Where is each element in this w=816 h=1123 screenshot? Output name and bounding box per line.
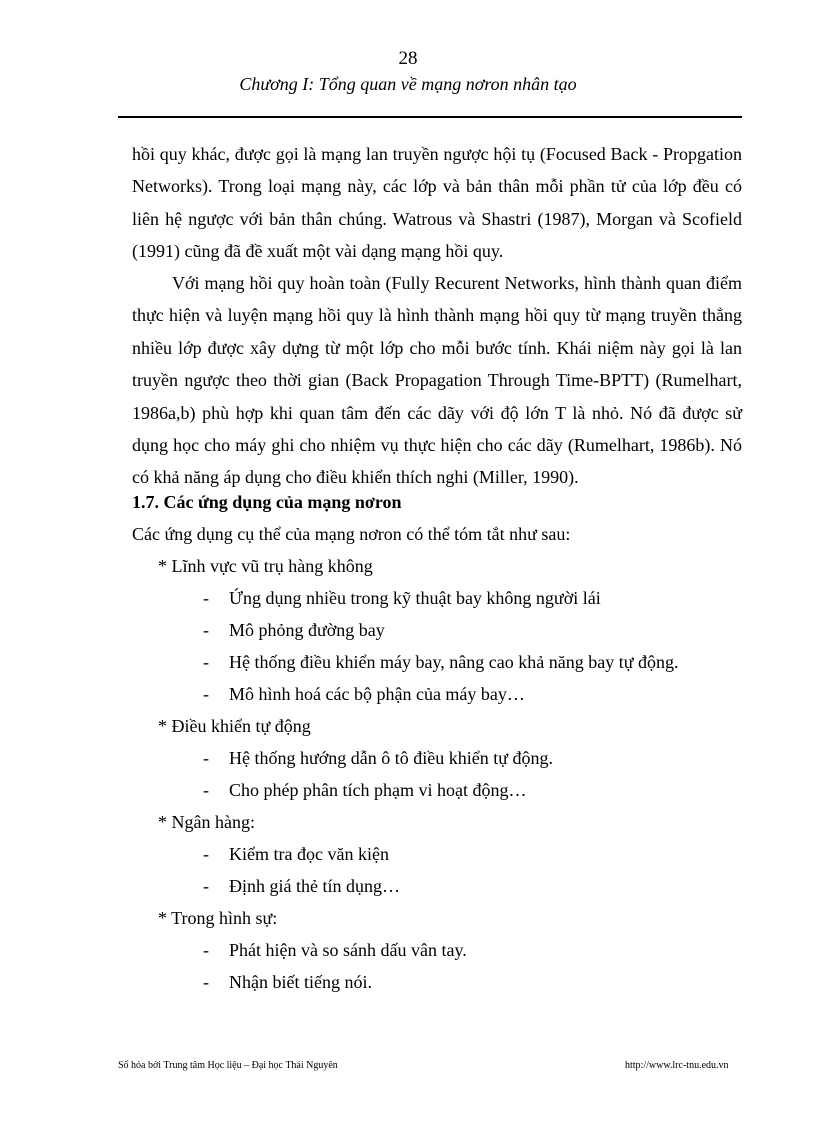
list-dash: - (203, 684, 209, 704)
list-item: Nhận biết tiếng nói. (229, 972, 372, 992)
list-item: Phát hiện và so sánh dấu vân tay. (229, 940, 467, 960)
list-item: Hệ thống hướng dẫn ô tô điều khiển tự động. (229, 748, 553, 768)
list-item: Mô phỏng đường bay (229, 620, 385, 640)
list-dash: - (203, 652, 209, 672)
section-heading: 1.7. Các ứng dụng của mạng nơron (132, 492, 402, 512)
list-dash: - (203, 940, 209, 960)
list-dash: - (203, 876, 209, 896)
list-dash: - (203, 972, 209, 992)
list-item: Hệ thống điều khiển máy bay, nâng cao khả năng bay tự động. (229, 652, 679, 672)
running-header: Chương I: Tổng quan về mạng nơron nhân tạo (239, 74, 577, 94)
list-item: Kiểm tra đọc văn kiện (229, 844, 389, 864)
footer-url: http://www.lrc-tnu.edu.vn (625, 1060, 729, 1071)
list-dash: - (203, 588, 209, 608)
category-automatic-control: * Điều khiển tự động (158, 716, 311, 736)
footer-source: Số hóa bởi Trung tâm Học liệu – Đại học Thái Nguyên (118, 1060, 338, 1071)
paragraph-continued: hồi quy khác, được gọi là mạng lan truyền ngược hội tụ (Focused Back - Propgation Networks). Trong loại mạng này, các lớp và bản thân mỗi phần tử của lớp đều có liên hệ ngược với bản thân chúng. Watrous và Shastri (1987), Morgan và Scofield (1991) cũng đã đề xuất một vài dạng mạng hồi quy. (132, 144, 742, 262)
category-banking: * Ngân hàng: (158, 812, 255, 832)
list-item: Định giá thẻ tín dụng… (229, 876, 400, 896)
paragraph-recurrent-networks: Với mạng hồi quy hoàn toàn (Fully Recurent Networks, hình thành quan điểm thực hiện và luyện mạng hồi quy là hình thành mạng hồi quy từ mạng truyền thẳng nhiều lớp được xây dựng từ một lớp cho mỗi bước tính. Khái niệm này gọi là lan truyền ngược theo thời gian (Back Propagation Through Time-BPTT) (Rumelhart, 1986a,b) phù hợp khi quan tâm đến các dãy với độ lớn T là nhỏ. Nó đã được sử dụng học cho máy ghi cho nhiệm vụ thực hiện cho các dãy (Rumelhart, 1986b). Nó có khả năng áp dụng cho điều khiển thích nghi (Miller, 1990). (132, 273, 742, 488)
list-dash: - (203, 844, 209, 864)
list-dash: - (203, 748, 209, 768)
list-item: Mô hình hoá các bộ phận của máy bay… (229, 684, 525, 704)
list-item: Ứng dụng nhiều trong kỹ thuật bay không người lái (229, 588, 601, 608)
list-dash: - (203, 620, 209, 640)
section-intro: Các ứng dụng cụ thể của mạng nơron có thể tóm tắt như sau: (132, 524, 571, 544)
category-aerospace: * Lĩnh vực vũ trụ hàng không (158, 556, 373, 576)
header-rule (118, 116, 742, 118)
list-dash: - (203, 780, 209, 800)
category-criminal: * Trong hình sự: (158, 908, 278, 928)
list-item: Cho phép phân tích phạm vi hoạt động… (229, 780, 527, 800)
page-number: 28 (398, 48, 418, 69)
